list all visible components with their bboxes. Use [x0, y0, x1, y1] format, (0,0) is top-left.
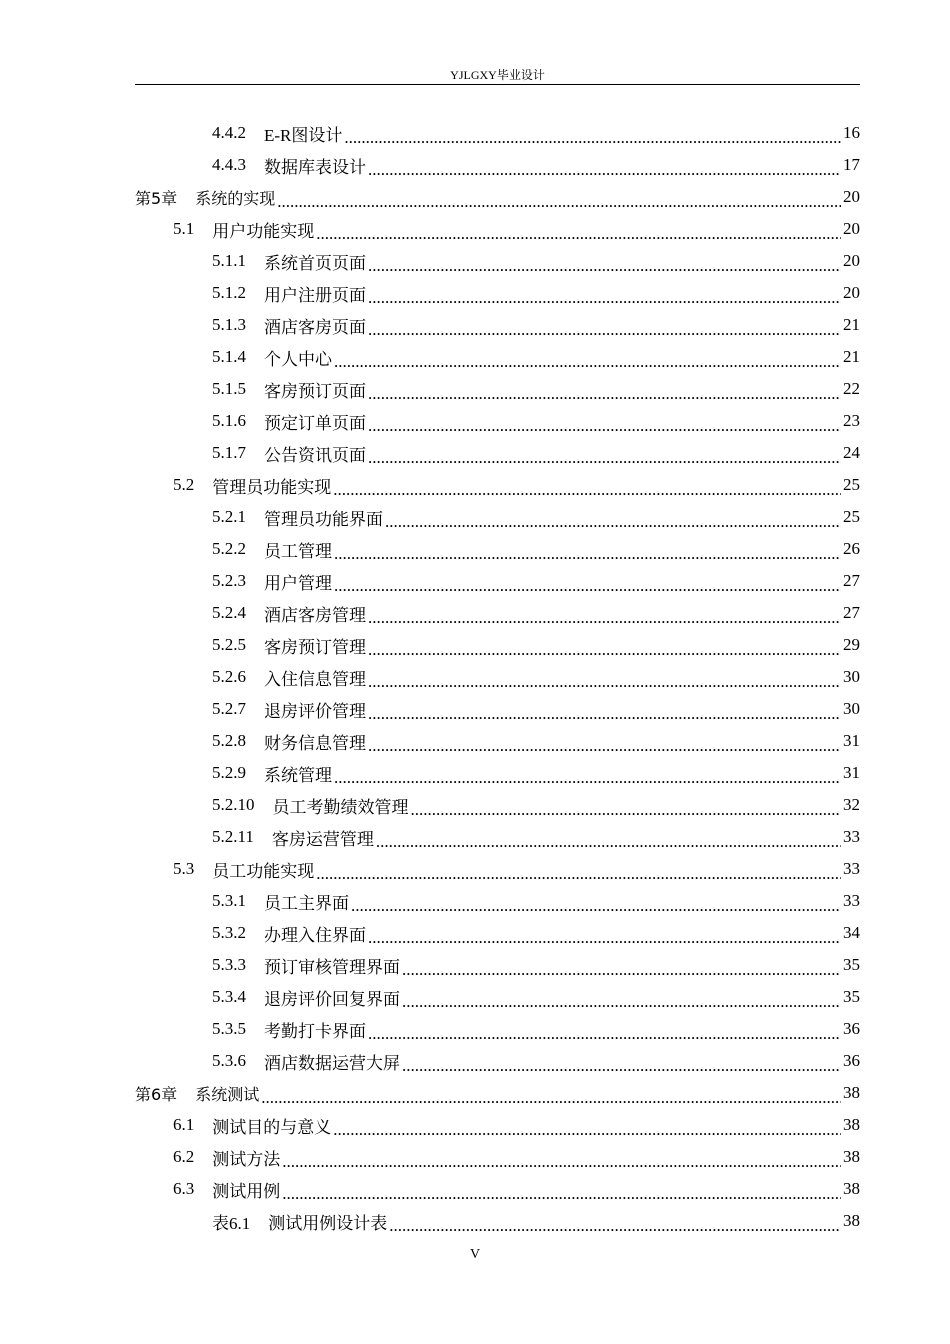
- toc-entry[interactable]: [135, 405, 860, 437]
- toc-dot-leader: [368, 639, 841, 661]
- toc-entry-title: 财务信息管理: [264, 733, 366, 753]
- toc-entry-number: 4.4.3: [212, 155, 246, 174]
- toc-entry-page: 31: [843, 763, 860, 782]
- toc-entry[interactable]: [135, 149, 860, 181]
- toc-entry[interactable]: [135, 1173, 860, 1205]
- toc-entry-number: 5.3.5: [212, 1019, 246, 1038]
- toc-entry-page: 25: [843, 507, 860, 526]
- toc-entry-page: 38: [843, 1147, 860, 1166]
- toc-dot-leader: [368, 383, 841, 405]
- toc-dot-leader: [368, 415, 841, 437]
- toc-entry-page: 21: [843, 347, 860, 366]
- toc-entry-title: 系统管理: [264, 765, 332, 785]
- toc-entry-page: 29: [843, 635, 860, 654]
- toc-entry[interactable]: [135, 629, 860, 661]
- toc-entry[interactable]: [135, 1077, 860, 1109]
- page-number: V: [469, 1247, 481, 1262]
- toc-entry[interactable]: [135, 853, 860, 885]
- toc-entry-page: 26: [843, 539, 860, 558]
- toc-dot-leader: [282, 1183, 841, 1205]
- toc-entry-title: 系统测试: [195, 1084, 260, 1104]
- toc-entry[interactable]: [135, 661, 860, 693]
- toc-entry-title: 入住信息管理: [264, 669, 366, 689]
- toc-entry-number: 5.1.3: [212, 315, 246, 334]
- toc-dot-leader: [333, 479, 841, 501]
- toc-entry-page: 23: [843, 411, 860, 430]
- toc-entry-page: 22: [843, 379, 860, 398]
- toc-entry-number: 6.1: [173, 1115, 195, 1134]
- toc-dot-leader: [334, 575, 841, 597]
- toc-entry-title: 员工管理: [264, 541, 332, 561]
- toc-entry[interactable]: [135, 981, 860, 1013]
- toc-dot-leader: [368, 735, 841, 757]
- toc-entry-page: 34: [843, 923, 860, 942]
- toc-entry[interactable]: [135, 213, 860, 245]
- toc-dot-leader: [277, 191, 841, 213]
- toc-dot-leader: [333, 1119, 841, 1141]
- toc-entry-number: 5.2.9: [212, 763, 246, 782]
- toc-entry[interactable]: [135, 277, 860, 309]
- toc-entry-title: 客房预订页面: [264, 381, 366, 401]
- toc-entry[interactable]: [135, 885, 860, 917]
- toc-entry-page: 38: [843, 1115, 860, 1134]
- toc-entry-page: 36: [843, 1019, 860, 1038]
- toc-entry-page: 33: [843, 859, 860, 878]
- toc-dot-leader: [368, 287, 841, 309]
- toc-dot-leader: [368, 1023, 841, 1045]
- toc-dot-leader: [334, 351, 841, 373]
- toc-entry-page: 20: [843, 187, 860, 206]
- toc-dot-leader: [402, 959, 841, 981]
- toc-dot-leader: [334, 543, 841, 565]
- toc-entry-number: 5.2.6: [212, 667, 246, 686]
- toc-dot-leader: [316, 863, 841, 885]
- toc-entry-title: 退房评价回复界面: [264, 989, 400, 1009]
- toc-entry-title: 公告资讯页面: [264, 445, 366, 465]
- toc-entry-title: 用户管理: [264, 573, 332, 593]
- toc-entry-number: 5.2.10: [212, 795, 255, 814]
- toc-entry[interactable]: [135, 501, 860, 533]
- toc-entry-title: 用户注册页面: [264, 285, 366, 305]
- toc-entry[interactable]: [135, 949, 860, 981]
- toc-dot-leader: [411, 799, 842, 821]
- toc-entry-number: 5.2.2: [212, 539, 246, 558]
- toc-entry-number: 5.3.3: [212, 955, 246, 974]
- toc-entry[interactable]: [135, 597, 860, 629]
- toc-entry-number: 6.2: [173, 1147, 195, 1166]
- toc-entry-title: 员工主界面: [264, 893, 349, 913]
- toc-entry-number: 5.2: [173, 475, 195, 494]
- toc-entry[interactable]: [135, 373, 860, 405]
- toc-entry-number: 5.1.1: [212, 251, 246, 270]
- toc-dot-leader: [368, 319, 841, 341]
- toc-entry[interactable]: [135, 917, 860, 949]
- toc-dot-leader: [351, 895, 841, 917]
- toc-entry-page: 35: [843, 987, 860, 1006]
- toc-entry-title: 数据库表设计: [264, 157, 366, 177]
- toc-entry-page: 38: [843, 1083, 860, 1102]
- toc-entry[interactable]: [135, 693, 860, 725]
- toc-entry-page: 20: [843, 251, 860, 270]
- toc-entry-page: 38: [843, 1179, 860, 1198]
- toc-entry-title: 客房预订管理: [264, 637, 366, 657]
- toc-dot-leader: [316, 223, 841, 245]
- toc-dot-leader: [368, 703, 841, 725]
- toc-entry-number: 第5章: [135, 188, 178, 208]
- toc-entry-number: 5.1.5: [212, 379, 246, 398]
- toc-entry-title: 测试目的与意义: [212, 1117, 332, 1137]
- toc-dot-leader: [344, 127, 841, 149]
- toc-entry-number: 5.2.1: [212, 507, 246, 526]
- toc-entry-title: 员工功能实现: [212, 861, 315, 881]
- toc-entry-title: 个人中心: [264, 349, 332, 369]
- toc-entry[interactable]: [135, 1205, 860, 1237]
- toc-entry-number: 5.1.6: [212, 411, 246, 430]
- toc-entry-page: 32: [843, 795, 860, 814]
- toc-entry-number: 5.2.5: [212, 635, 246, 654]
- table-of-contents: [135, 117, 860, 1237]
- toc-entry-title: 酒店数据运营大屏: [264, 1053, 400, 1073]
- toc-entry-page: 38: [843, 1211, 860, 1230]
- toc-entry-number: 5.3.2: [212, 923, 246, 942]
- toc-dot-leader: [376, 831, 841, 853]
- toc-entry[interactable]: [135, 789, 860, 821]
- toc-entry[interactable]: [135, 1109, 860, 1141]
- toc-entry-number: 5.1.2: [212, 283, 246, 302]
- toc-entry[interactable]: [135, 341, 860, 373]
- toc-dot-leader: [334, 767, 841, 789]
- toc-entry-number: 6.3: [173, 1179, 195, 1198]
- toc-entry[interactable]: [135, 1013, 860, 1045]
- toc-entry-number: 5.2.4: [212, 603, 246, 622]
- toc-entry-number: 表6.1: [212, 1213, 251, 1233]
- toc-entry-title: 测试方法: [212, 1149, 281, 1169]
- toc-entry-number: 5.2.3: [212, 571, 246, 590]
- toc-dot-leader: [368, 447, 841, 469]
- toc-dot-leader: [368, 927, 841, 949]
- toc-entry-number: 5.3: [173, 859, 195, 878]
- toc-dot-leader: [385, 511, 841, 533]
- page-header: YJLGXY毕业设计: [135, 66, 860, 85]
- toc-entry[interactable]: [135, 725, 860, 757]
- toc-entry-page: 36: [843, 1051, 860, 1070]
- toc-entry-number: 5.2.11: [212, 827, 254, 846]
- toc-entry[interactable]: [135, 309, 860, 341]
- toc-dot-leader: [282, 1151, 841, 1173]
- toc-entry-number: 第6章: [135, 1084, 178, 1104]
- toc-dot-leader: [368, 671, 841, 693]
- toc-entry[interactable]: [135, 533, 860, 565]
- toc-dot-leader: [368, 159, 841, 181]
- toc-dot-leader: [261, 1087, 841, 1109]
- toc-entry-title: 客房运营管理: [271, 829, 374, 849]
- toc-entry[interactable]: [135, 1045, 860, 1077]
- toc-entry-page: 16: [843, 123, 860, 142]
- toc-entry-page: 33: [843, 827, 860, 846]
- toc-entry-title: 用户功能实现: [212, 221, 315, 241]
- toc-entry-page: 17: [843, 155, 860, 174]
- toc-entry-page: 21: [843, 315, 860, 334]
- toc-entry-page: 33: [843, 891, 860, 910]
- toc-entry-title: 酒店客房页面: [264, 317, 366, 337]
- toc-entry-number: 5.1.4: [212, 347, 246, 366]
- toc-entry-page: 30: [843, 667, 860, 686]
- toc-entry[interactable]: [135, 245, 860, 277]
- toc-entry-page: 27: [843, 603, 860, 622]
- toc-entry-number: 5.2.7: [212, 699, 246, 718]
- toc-entry-page: 20: [843, 219, 860, 238]
- toc-entry-page: 20: [843, 283, 860, 302]
- toc-entry-page: 27: [843, 571, 860, 590]
- toc-dot-leader: [368, 255, 841, 277]
- toc-entry-number: 5.3.4: [212, 987, 246, 1006]
- toc-entry[interactable]: [135, 469, 860, 501]
- toc-entry-title: E-R图设计: [264, 125, 343, 145]
- toc-entry-title: 考勤打卡界面: [264, 1021, 366, 1041]
- toc-entry-title: 管理员功能界面: [264, 509, 383, 529]
- toc-entry-title: 预订审核管理界面: [264, 957, 400, 977]
- toc-entry-title: 测试用例: [212, 1181, 281, 1201]
- toc-dot-leader: [402, 1055, 841, 1077]
- toc-entry-page: 25: [843, 475, 860, 494]
- toc-entry[interactable]: [135, 181, 860, 213]
- toc-entry[interactable]: [135, 565, 860, 597]
- toc-dot-leader: [389, 1215, 841, 1237]
- toc-entry-page: 30: [843, 699, 860, 718]
- toc-entry[interactable]: [135, 1141, 860, 1173]
- toc-dot-leader: [368, 607, 841, 629]
- toc-entry-title: 办理入住界面: [264, 925, 366, 945]
- toc-entry-page: 24: [843, 443, 860, 462]
- toc-entry-number: 5.3.6: [212, 1051, 246, 1070]
- toc-dot-leader: [402, 991, 841, 1013]
- toc-entry-number: 5.1.7: [212, 443, 246, 462]
- toc-entry-title: 测试用例设计表: [268, 1213, 388, 1233]
- toc-entry-title: 管理员功能实现: [212, 477, 332, 497]
- toc-entry-number: 5.2.8: [212, 731, 246, 750]
- toc-entry[interactable]: [135, 821, 860, 853]
- toc-entry-title: 系统首页页面: [264, 253, 366, 273]
- toc-entry-page: 35: [843, 955, 860, 974]
- toc-entry-number: 4.4.2: [212, 123, 246, 142]
- toc-entry-page: 31: [843, 731, 860, 750]
- toc-entry[interactable]: [135, 437, 860, 469]
- toc-entry-title: 酒店客房管理: [264, 605, 366, 625]
- toc-entry-title: 员工考勤绩效管理: [272, 797, 409, 817]
- toc-entry-title: 系统的实现: [195, 188, 276, 208]
- toc-entry-number: 5.1: [173, 219, 195, 238]
- toc-entry-number: 5.3.1: [212, 891, 246, 910]
- toc-entry[interactable]: [135, 757, 860, 789]
- toc-entry-title: 预定订单页面: [264, 413, 366, 433]
- toc-entry-title: 退房评价管理: [264, 701, 366, 721]
- toc-entry[interactable]: [135, 117, 860, 149]
